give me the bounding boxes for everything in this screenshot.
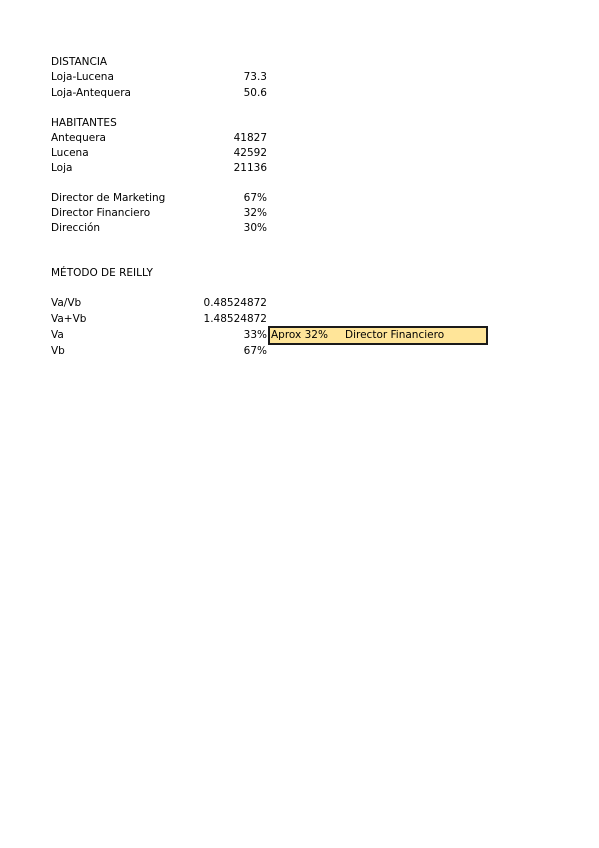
reilly-row-label: Va/Vb xyxy=(51,297,82,309)
cargo-row-label: Director Financiero xyxy=(51,207,151,219)
cargo-row-value: 32% xyxy=(243,207,267,219)
habitantes-row-label: Antequera xyxy=(51,132,106,144)
reilly-row-value: 67% xyxy=(243,345,267,357)
highlighted-note-cell[interactable] xyxy=(268,326,488,345)
note-role: Director Financiero xyxy=(345,329,445,341)
reilly-row-value: 33% xyxy=(243,329,267,341)
cargo-row-value: 67% xyxy=(243,192,267,204)
reilly-heading: MÉTODO DE REILLY xyxy=(51,267,153,279)
distancia-row-label: Loja-Antequera xyxy=(51,87,131,99)
distancia-row-label: Loja-Lucena xyxy=(51,71,114,83)
habitantes-row-label: Loja xyxy=(51,162,73,174)
habitantes-row-label: Lucena xyxy=(51,147,89,159)
reilly-row-label: Va+Vb xyxy=(51,313,87,325)
habitantes-row-value: 41827 xyxy=(233,132,267,144)
note-approx: Aprox 32% xyxy=(271,329,328,341)
cargo-row-label: Director de Marketing xyxy=(51,192,166,204)
reilly-row-label: Vb xyxy=(51,345,65,357)
distancia-row-value: 50.6 xyxy=(243,87,267,99)
distancia-row-value: 73.3 xyxy=(243,71,267,83)
reilly-row-label: Va xyxy=(51,329,64,341)
reilly-row-value: 0.48524872 xyxy=(203,297,267,309)
habitantes-row-value: 42592 xyxy=(233,147,267,159)
reilly-row-value: 1.48524872 xyxy=(203,313,267,325)
habitantes-row-value: 21136 xyxy=(233,162,267,174)
habitantes-heading: HABITANTES xyxy=(51,117,117,129)
cargo-row-value: 30% xyxy=(243,222,267,234)
cargo-row-label: Dirección xyxy=(51,222,101,234)
distancia-heading: DISTANCIA xyxy=(51,56,108,68)
